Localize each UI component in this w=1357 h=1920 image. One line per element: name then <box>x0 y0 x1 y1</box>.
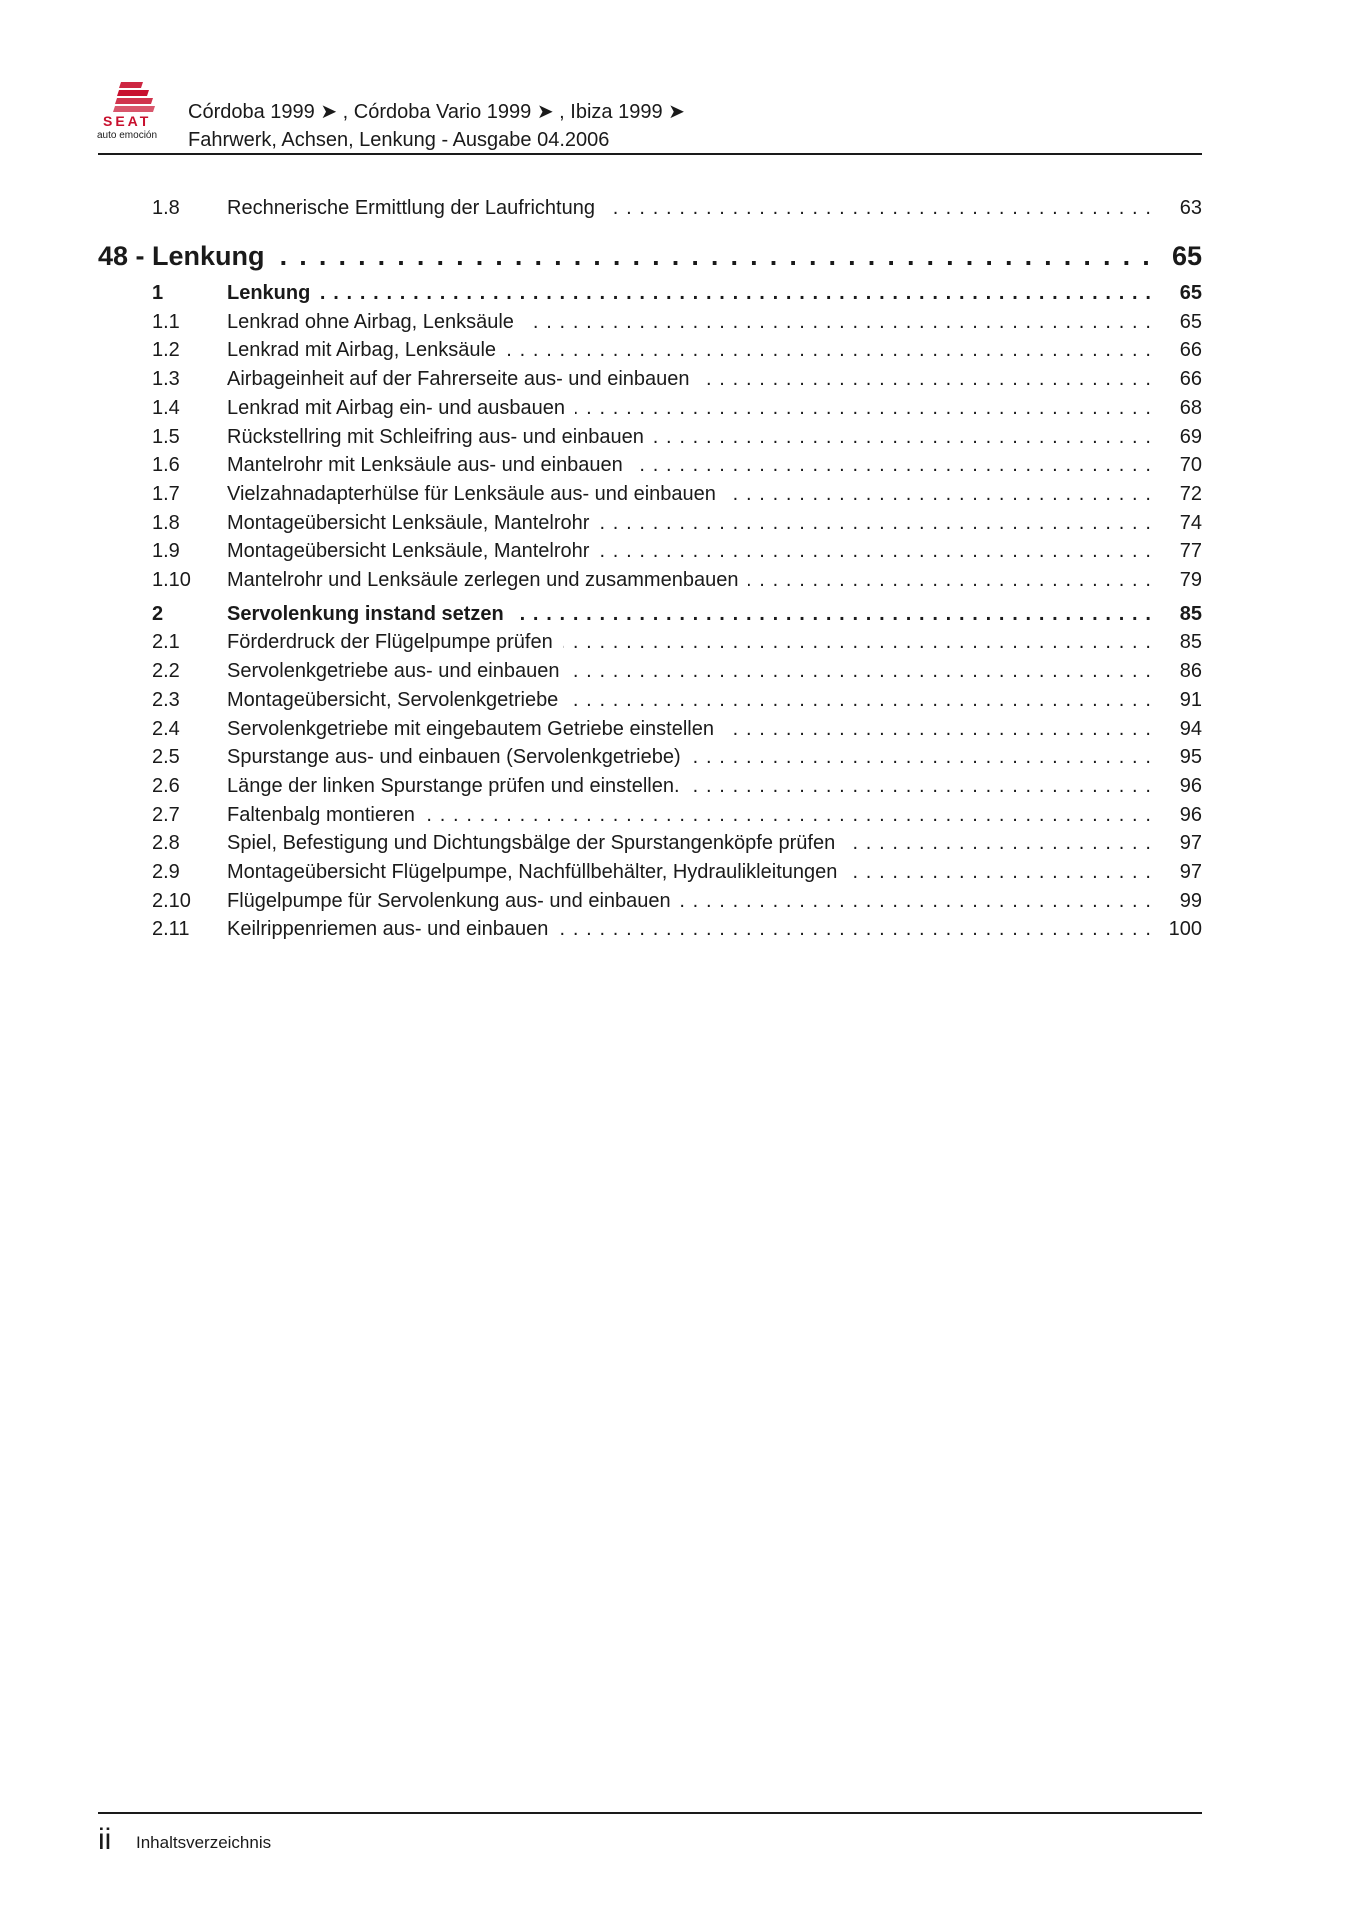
entry-title: Länge der linken Spurstange prüfen und einstellen. <box>227 775 690 797</box>
toc-entry[interactable] <box>98 686 1202 715</box>
entry-title: Spurstange aus- und einbauen (Servolenkgetriebe) <box>227 746 691 768</box>
entry-number: 1.9 <box>152 540 180 563</box>
entry-page: 77 <box>1179 540 1202 563</box>
entry-page: 85 <box>1179 631 1202 654</box>
toc-entry[interactable] <box>98 715 1202 744</box>
entry-page: 68 <box>1179 396 1202 419</box>
entry-page: 66 <box>1179 339 1202 362</box>
entry-number: 2.11 <box>152 918 190 941</box>
entry-number: 1.1 <box>152 310 180 333</box>
footer-section-label: Inhaltsverzeichnis <box>136 1833 272 1852</box>
toc-entry[interactable] <box>98 772 1202 801</box>
entry-title: Mantelrohr mit Lenksäule aus- und einbauen <box>227 454 633 476</box>
toc-entry[interactable] <box>98 537 1202 566</box>
toc-entry[interactable] <box>98 509 1202 538</box>
entry-number: 2.8 <box>152 832 180 855</box>
entry-title: Montageübersicht Flügelpumpe, Nachfüllbehälter, Hydraulikleitungen <box>227 861 847 883</box>
entry-page: 95 <box>1179 746 1202 769</box>
entry-page: 66 <box>1179 368 1202 391</box>
entry-title: Lenkung <box>227 282 320 304</box>
entry-number: 2 <box>152 602 164 625</box>
entry-title: Lenkrad mit Airbag, Lenksäule <box>227 339 506 361</box>
entry-page: 79 <box>1179 569 1202 591</box>
header-manual-title: Fahrwerk, Achsen, Lenkung - Ausgabe 04.2006 <box>188 129 610 151</box>
entry-number: 1.5 <box>152 425 180 448</box>
toc-entry[interactable] <box>98 279 1202 308</box>
toc-entry[interactable] <box>98 887 1202 916</box>
entry-title: Vielzahnadapterhülse für Lenksäule aus- und einbauen <box>227 483 726 505</box>
toc-entry[interactable] <box>98 336 1202 365</box>
entry-page: 72 <box>1179 482 1202 505</box>
entry-title: Airbageinheit auf der Fahrerseite aus- und einbauen <box>227 368 700 390</box>
page-number: ii <box>98 1823 112 1856</box>
toc-entry[interactable] <box>98 308 1202 337</box>
entry-number: 2.9 <box>152 861 180 883</box>
toc-entry[interactable] <box>98 480 1202 509</box>
entry-title: Lenkrad mit Airbag ein- und ausbauen <box>227 397 575 419</box>
entry-page: 65 <box>1179 310 1202 333</box>
entry-title: Rückstellring mit Schleifring aus- und einbauen <box>227 426 654 448</box>
entry-page: 63 <box>1179 197 1202 219</box>
header-models: Córdoba 1999 ➤ , Córdoba Vario 1999 ➤ , Ibiza 1999 ➤ <box>188 101 685 123</box>
entry-page: 96 <box>1179 803 1202 826</box>
header-rule <box>98 153 1202 155</box>
entry-title: Spiel, Befestigung und Dichtungsbälge der Spurstangenköpfe prüfen <box>227 832 845 854</box>
svg-text:SEAT: SEAT <box>103 113 152 129</box>
entry-title: Lenkrad ohne Airbag, Lenksäule <box>227 311 524 333</box>
entry-title: Faltenbalg montieren <box>227 804 425 826</box>
entry-page: 69 <box>1179 425 1202 448</box>
seat-logo <box>97 80 179 142</box>
entry-number: 2.1 <box>152 631 180 654</box>
entry-title: Mantelrohr und Lenksäule zerlegen und zusammenbauen <box>227 569 748 591</box>
entry-page: 86 <box>1179 660 1202 683</box>
entry-number: 2.6 <box>152 774 180 797</box>
toc-entry[interactable] <box>98 743 1202 772</box>
entry-page: 85 <box>1179 602 1202 625</box>
toc-entry[interactable] <box>98 566 1202 595</box>
entry-page: 94 <box>1179 717 1202 740</box>
toc-entry[interactable] <box>98 365 1202 394</box>
toc-entry[interactable] <box>98 657 1202 686</box>
entry-number: 2.2 <box>152 660 180 683</box>
entry-title: Servolenkung instand setzen <box>227 603 514 625</box>
toc-entry[interactable] <box>98 600 1202 629</box>
toc-entry[interactable] <box>98 194 1202 223</box>
entry-number: 2.5 <box>152 746 180 769</box>
entry-page: 96 <box>1179 774 1202 797</box>
entry-number: 1.3 <box>152 368 180 391</box>
toc-entry[interactable] <box>98 423 1202 452</box>
entry-number: 2.10 <box>152 889 191 912</box>
entry-page: 70 <box>1179 454 1202 477</box>
entry-page: 74 <box>1179 511 1202 534</box>
entry-title: Flügelpumpe für Servolenkung aus- und einbauen <box>227 890 681 912</box>
entry-title: Montageübersicht, Servolenkgetriebe <box>227 689 568 711</box>
chapter-title: 48 - Lenkung <box>98 241 279 271</box>
entry-number: 1.10 <box>152 569 191 591</box>
toc-entry[interactable] <box>98 394 1202 423</box>
entry-number: 2.7 <box>152 803 180 826</box>
entry-title: Rechnerische Ermittlung der Laufrichtung <box>227 197 605 219</box>
document-header <box>188 98 685 154</box>
footer-rule <box>98 1812 1202 1814</box>
entry-number: 1.8 <box>152 197 180 219</box>
entry-title: Servolenkgetriebe aus- und einbauen <box>227 660 569 682</box>
entry-page: 97 <box>1179 861 1202 883</box>
entry-title: Keilrippenriemen aus- und einbauen <box>227 918 558 940</box>
entry-title: Servolenkgetriebe mit eingebautem Getriebe einstellen <box>227 718 724 740</box>
entry-page: 99 <box>1179 889 1202 912</box>
entry-page: 97 <box>1179 832 1202 855</box>
entry-number: 1.7 <box>152 482 180 505</box>
entry-title: Montageübersicht Lenksäule, Mantelrohr <box>227 540 599 562</box>
toc-entry[interactable] <box>98 628 1202 657</box>
chapter-page: 65 <box>1171 241 1202 271</box>
toc-entry[interactable] <box>98 801 1202 830</box>
entry-page: 65 <box>1179 282 1202 304</box>
toc-entry[interactable] <box>98 451 1202 480</box>
entry-page: 91 <box>1179 688 1202 711</box>
entry-page: 100 <box>1168 918 1202 941</box>
toc-entry[interactable] <box>98 858 1202 887</box>
toc-entry[interactable] <box>98 915 1202 944</box>
entry-title: Montageübersicht Lenksäule, Mantelrohr <box>227 512 599 534</box>
svg-text:auto emoción: auto emoción <box>97 130 158 141</box>
chapter-heading[interactable] <box>98 236 1202 276</box>
entry-number: 1.2 <box>152 339 180 362</box>
entry-number: 1.8 <box>152 511 180 534</box>
toc-entry[interactable] <box>98 829 1202 858</box>
entry-number: 1.6 <box>152 454 180 477</box>
entry-number: 2.4 <box>152 717 180 740</box>
entry-title: Förderdruck der Flügelpumpe prüfen <box>227 631 563 653</box>
entry-number: 1.4 <box>152 396 180 419</box>
entry-number: 1 <box>152 282 164 304</box>
entry-number: 2.3 <box>152 688 180 711</box>
